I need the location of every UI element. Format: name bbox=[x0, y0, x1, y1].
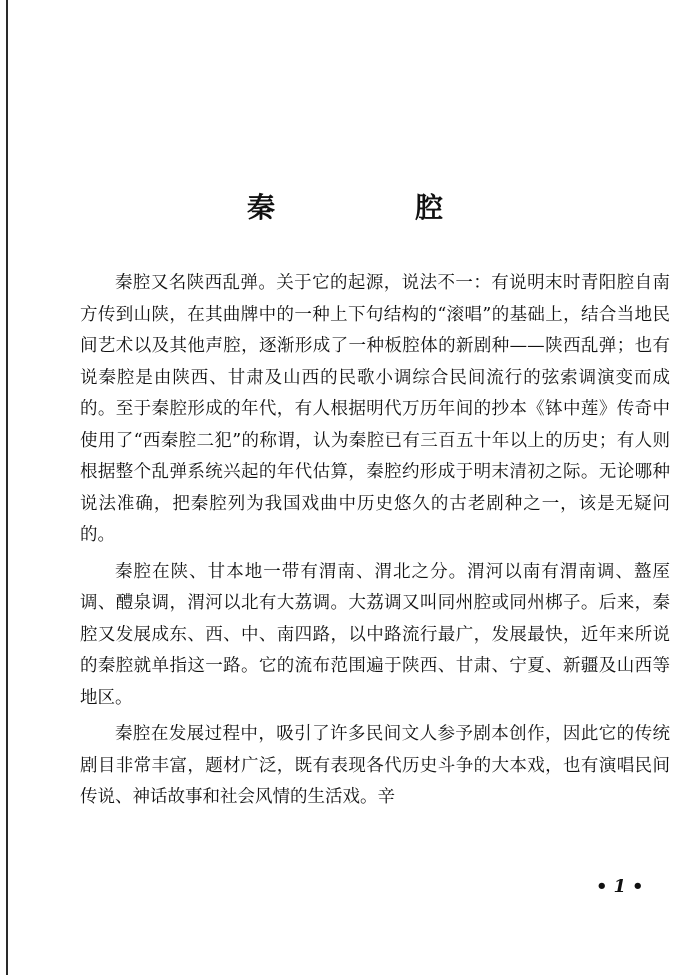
article-body bbox=[80, 268, 670, 819]
page-left-edge-rule bbox=[6, 0, 8, 975]
paragraph-origin: 秦腔又名陕西乱弹。关于它的起源，说法不一：有说明末时青阳腔自南方传到山陕，在其曲牌中的一种上下句结构的“滚唱”的基础上，结合当地民间艺术以及其他声腔，逐渐形成了一种板腔体的新剧种——陕西乱弹；也有说秦腔是由陕西、甘肃及山西的民歌小调综合民间流行的弦索调演变而成的。至于秦腔形成的年代，有人根据明代万历年间的抄本《钵中莲》传奇中使用了“西秦腔二犯”的称谓，认为秦腔已有三百五十年以上的历史；有人则根据整个乱弹系统兴起的年代估算，秦腔约形成于明末清初之际。无论哪种说法准确，把秦腔列为我国戏曲中历史悠久的古老剧种之一，该是无疑问的。 bbox=[80, 273, 670, 545]
page-number-dot-right: • bbox=[632, 876, 644, 897]
paragraph-repertoire: 秦腔在发展过程中，吸引了许多民间文人参予剧本创作，因此它的传统剧目非常丰富，题材广泛，既有表现各代历史斗争的大本戏，也有演唱民间传说、神话故事和社会风情的生活戏。辛 bbox=[80, 724, 670, 807]
page-title: 秦 腔 bbox=[246, 191, 499, 224]
paragraph-regional-styles: 秦腔在陕、甘本地一带有渭南、渭北之分。渭河以南有渭南调、盩厔调、醴泉调，渭河以北有大荔调。大荔调又叫同州腔或同州梆子。后来，秦腔又发展成东、西、中、南四路，以中路流行最广，发展最快，近年来所说的秦腔就单指这一路。它的流布范围遍于陕西、甘肃、宁夏、新疆及山西等地区。 bbox=[80, 561, 670, 708]
page-number-value: 1 bbox=[613, 876, 627, 897]
page-number-dot-left: • bbox=[596, 876, 608, 897]
page-number bbox=[590, 876, 650, 897]
